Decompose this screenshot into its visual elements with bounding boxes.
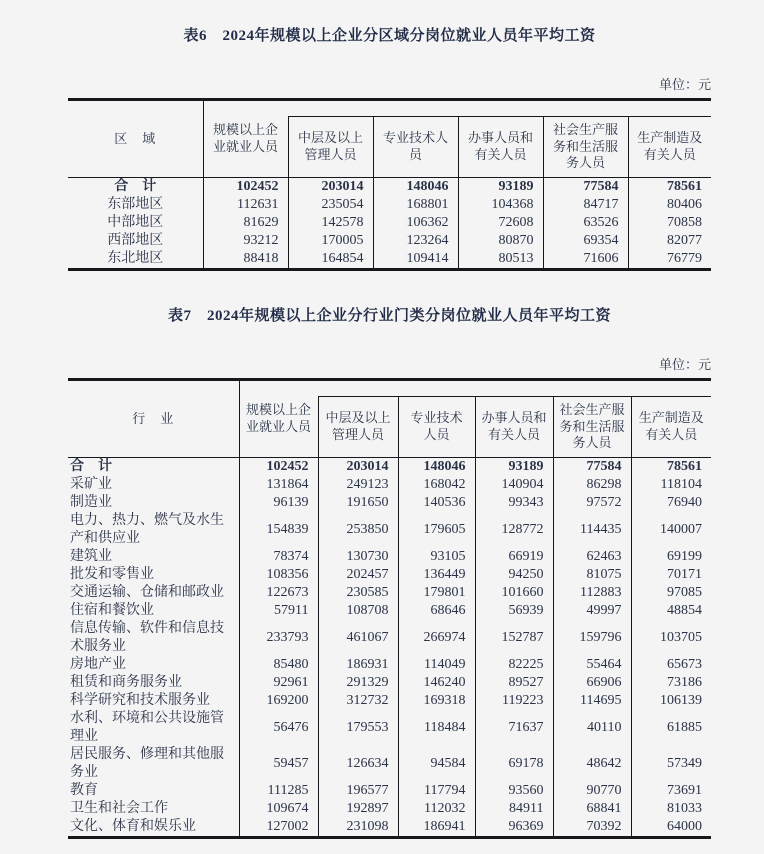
cell-production: 81033 — [631, 800, 711, 818]
cell-technical: 146240 — [398, 674, 475, 692]
cell-all-employees: 127002 — [239, 818, 318, 838]
cell-service: 70392 — [553, 818, 631, 838]
cell-technical: 68646 — [398, 602, 475, 620]
cell-all-employees: 81629 — [203, 214, 288, 232]
cell-managers: 179553 — [318, 710, 398, 746]
cell-all-employees: 88418 — [203, 250, 288, 270]
cell-service: 114435 — [553, 512, 631, 548]
cell-managers: 108708 — [318, 602, 398, 620]
cell-technical: 109414 — [373, 250, 458, 270]
table6-header-service: 社会生产服务和生活服务人员 — [543, 117, 628, 178]
row-label: 东部地区 — [107, 197, 164, 212]
row-label: 批发和零售业 — [70, 567, 154, 582]
cell-all-employees: 109674 — [239, 800, 318, 818]
cell-service: 86298 — [553, 476, 631, 494]
table7-section — [68, 271, 711, 839]
table7-header — [68, 380, 711, 458]
cell-service: 49997 — [553, 602, 631, 620]
row-label: 住宿和餐饮业 — [70, 603, 154, 618]
cell-all-employees: 112631 — [203, 196, 288, 214]
cell-clerical: 93560 — [475, 782, 553, 800]
cell-managers: 186931 — [318, 656, 398, 674]
row-label: 卫生和社会工作 — [70, 801, 168, 816]
table-row — [68, 800, 711, 818]
cell-service: 40110 — [553, 710, 631, 746]
cell-production: 57349 — [631, 746, 711, 782]
cell-all-employees: 56476 — [239, 710, 318, 746]
table-row — [68, 620, 711, 656]
cell-service: 81075 — [553, 566, 631, 584]
table-row — [68, 746, 711, 782]
cell-all-employees: 85480 — [239, 656, 318, 674]
cell-service: 114695 — [553, 692, 631, 710]
table7-unit-label: 单位：元 — [658, 357, 711, 372]
cell-all-employees: 57911 — [239, 602, 318, 620]
table6-header — [68, 100, 711, 178]
cell-technical: 168042 — [398, 476, 475, 494]
cell-managers: 164854 — [288, 250, 373, 270]
cell-production: 65673 — [631, 656, 711, 674]
table6-header-production: 生产制造及有关人员 — [628, 117, 711, 178]
cell-all-employees: 233793 — [239, 620, 318, 656]
cell-production: 48854 — [631, 602, 711, 620]
row-label: 东北地区 — [107, 251, 164, 266]
cell-technical: 148046 — [398, 458, 475, 477]
cell-production: 118104 — [631, 476, 711, 494]
table6-header-all-employees: 规模以上企业就业人员 — [203, 100, 288, 178]
cell-managers: 202457 — [318, 566, 398, 584]
table6-header-group-spacer — [288, 100, 711, 117]
row-label: 合 计 — [70, 459, 112, 474]
cell-technical: 266974 — [398, 620, 475, 656]
cell-technical: 148046 — [373, 178, 458, 197]
table6-header-technical: 专业技术人员 — [373, 117, 458, 178]
cell-technical: 168801 — [373, 196, 458, 214]
cell-technical: 186941 — [398, 818, 475, 838]
cell-clerical: 128772 — [475, 512, 553, 548]
cell-clerical: 152787 — [475, 620, 553, 656]
table-row — [68, 692, 711, 710]
cell-service: 71606 — [543, 250, 628, 270]
table7-header-service: 社会生产服务和生活服务人员 — [553, 397, 631, 458]
table7-body — [68, 458, 711, 838]
row-label: 制造业 — [70, 495, 112, 510]
cell-all-employees: 154839 — [239, 512, 318, 548]
table-row — [68, 782, 711, 800]
cell-managers: 230585 — [318, 584, 398, 602]
cell-service: 66906 — [553, 674, 631, 692]
table-row — [68, 476, 711, 494]
table6-unit-label: 单位：元 — [658, 77, 711, 92]
cell-technical: 123264 — [373, 232, 458, 250]
cell-managers: 191650 — [318, 494, 398, 512]
cell-technical: 169318 — [398, 692, 475, 710]
table7-header-group-spacer — [318, 380, 711, 397]
cell-managers: 203014 — [288, 178, 373, 197]
row-label: 电力、热力、燃气及水生产和供应业 — [70, 513, 224, 546]
cell-service: 62463 — [553, 548, 631, 566]
cell-production: 64000 — [631, 818, 711, 838]
table7-header-industry: 行 业 — [132, 410, 175, 426]
cell-technical: 117794 — [398, 782, 475, 800]
row-label: 交通运输、仓储和邮政业 — [70, 585, 224, 600]
cell-production: 76779 — [628, 250, 711, 270]
row-label: 信息传输、软件和信息技术服务业 — [70, 621, 224, 654]
table6-section — [68, 0, 711, 271]
cell-production: 140007 — [631, 512, 711, 548]
cell-technical: 140536 — [398, 494, 475, 512]
cell-managers: 196577 — [318, 782, 398, 800]
row-label: 合 计 — [114, 179, 157, 194]
cell-service: 90770 — [553, 782, 631, 800]
table-row — [68, 566, 711, 584]
cell-clerical: 69178 — [475, 746, 553, 782]
table6-body — [68, 178, 711, 270]
table6-header-managers: 中层及以上管理人员 — [288, 117, 373, 178]
table7-header-managers: 中层及以上管理人员 — [318, 397, 398, 458]
table7-header-all-employees: 规模以上企业就业人员 — [239, 380, 318, 458]
table-row — [68, 178, 711, 197]
table-row — [68, 458, 711, 477]
table-row — [68, 656, 711, 674]
cell-production: 80406 — [628, 196, 711, 214]
cell-clerical: 72608 — [458, 214, 543, 232]
cell-technical: 114049 — [398, 656, 475, 674]
table7-header-technical: 专业技术人员 — [398, 397, 475, 458]
cell-technical: 136449 — [398, 566, 475, 584]
row-label: 教育 — [70, 783, 98, 798]
cell-all-employees: 111285 — [239, 782, 318, 800]
cell-clerical: 71637 — [475, 710, 553, 746]
cell-production: 82077 — [628, 232, 711, 250]
cell-clerical: 84911 — [475, 800, 553, 818]
cell-technical: 112032 — [398, 800, 475, 818]
table-row — [68, 494, 711, 512]
table7-header-production: 生产制造及有关人员 — [631, 397, 711, 458]
cell-managers: 203014 — [318, 458, 398, 477]
cell-all-employees: 59457 — [239, 746, 318, 782]
table7 — [68, 378, 711, 839]
table-row — [68, 214, 711, 232]
cell-technical: 179605 — [398, 512, 475, 548]
cell-service: 84717 — [543, 196, 628, 214]
table-row — [68, 818, 711, 838]
cell-clerical: 89527 — [475, 674, 553, 692]
cell-production: 70171 — [631, 566, 711, 584]
cell-production: 103705 — [631, 620, 711, 656]
cell-clerical: 119223 — [475, 692, 553, 710]
table6 — [68, 98, 711, 271]
row-label: 文化、体育和娱乐业 — [70, 819, 196, 834]
cell-all-employees: 169200 — [239, 692, 318, 710]
cell-managers: 126634 — [318, 746, 398, 782]
cell-clerical: 94250 — [475, 566, 553, 584]
cell-clerical: 93189 — [458, 178, 543, 197]
row-label: 房地产业 — [70, 657, 126, 672]
cell-clerical: 80513 — [458, 250, 543, 270]
table-row — [68, 548, 711, 566]
cell-technical: 94584 — [398, 746, 475, 782]
row-label: 居民服务、修理和其他服务业 — [70, 747, 224, 780]
cell-technical: 106362 — [373, 214, 458, 232]
cell-service: 48642 — [553, 746, 631, 782]
row-label: 中部地区 — [107, 215, 164, 230]
cell-managers: 130730 — [318, 548, 398, 566]
row-label: 建筑业 — [70, 549, 112, 564]
cell-production: 76940 — [631, 494, 711, 512]
table-row — [68, 602, 711, 620]
row-label: 采矿业 — [70, 477, 112, 492]
cell-production: 69199 — [631, 548, 711, 566]
table6-header-clerical: 办事人员和有关人员 — [458, 117, 543, 178]
table-row — [68, 232, 711, 250]
cell-all-employees: 96139 — [239, 494, 318, 512]
cell-production: 73691 — [631, 782, 711, 800]
cell-technical: 179801 — [398, 584, 475, 602]
cell-production: 106139 — [631, 692, 711, 710]
table-row — [68, 710, 711, 746]
cell-production: 61885 — [631, 710, 711, 746]
cell-managers: 291329 — [318, 674, 398, 692]
row-label: 水利、环境和公共设施管理业 — [70, 711, 224, 744]
cell-service: 55464 — [553, 656, 631, 674]
cell-clerical: 80870 — [458, 232, 543, 250]
cell-all-employees: 122673 — [239, 584, 318, 602]
cell-all-employees: 78374 — [239, 548, 318, 566]
cell-technical: 93105 — [398, 548, 475, 566]
cell-clerical: 82225 — [475, 656, 553, 674]
cell-all-employees: 93212 — [203, 232, 288, 250]
cell-all-employees: 131864 — [239, 476, 318, 494]
cell-service: 159796 — [553, 620, 631, 656]
cell-all-employees: 102452 — [239, 458, 318, 477]
cell-service: 77584 — [553, 458, 631, 477]
document-page — [68, 0, 711, 839]
cell-managers: 249123 — [318, 476, 398, 494]
cell-clerical: 140904 — [475, 476, 553, 494]
cell-all-employees: 108356 — [239, 566, 318, 584]
table7-title: 表7 2024年规模以上企业分行业门类分岗位就业人员年平均工资 — [167, 308, 611, 324]
cell-managers: 142578 — [288, 214, 373, 232]
cell-managers: 461067 — [318, 620, 398, 656]
table-row — [68, 196, 711, 214]
cell-production: 78561 — [628, 178, 711, 197]
row-label: 租赁和商务服务业 — [70, 675, 182, 690]
cell-clerical: 96369 — [475, 818, 553, 838]
cell-managers: 192897 — [318, 800, 398, 818]
cell-managers: 235054 — [288, 196, 373, 214]
cell-service: 69354 — [543, 232, 628, 250]
cell-production: 70858 — [628, 214, 711, 232]
cell-service: 97572 — [553, 494, 631, 512]
cell-clerical: 93189 — [475, 458, 553, 477]
cell-service: 112883 — [553, 584, 631, 602]
cell-clerical: 101660 — [475, 584, 553, 602]
cell-all-employees: 92961 — [239, 674, 318, 692]
row-label: 科学研究和技术服务业 — [70, 693, 210, 708]
cell-all-employees: 102452 — [203, 178, 288, 197]
table-row — [68, 250, 711, 270]
cell-managers: 231098 — [318, 818, 398, 838]
cell-clerical: 99343 — [475, 494, 553, 512]
cell-managers: 170005 — [288, 232, 373, 250]
cell-service: 68841 — [553, 800, 631, 818]
table-row — [68, 512, 711, 548]
cell-production: 97085 — [631, 584, 711, 602]
cell-managers: 253850 — [318, 512, 398, 548]
table6-header-region: 区 域 — [114, 130, 157, 146]
cell-clerical: 104368 — [458, 196, 543, 214]
cell-technical: 118484 — [398, 710, 475, 746]
cell-clerical: 66919 — [475, 548, 553, 566]
row-label: 西部地区 — [107, 233, 164, 248]
table-row — [68, 584, 711, 602]
cell-production: 73186 — [631, 674, 711, 692]
cell-service: 77584 — [543, 178, 628, 197]
cell-managers: 312732 — [318, 692, 398, 710]
table7-header-clerical: 办事人员和有关人员 — [475, 397, 553, 458]
cell-production: 78561 — [631, 458, 711, 477]
table-row — [68, 674, 711, 692]
table6-title: 表6 2024年规模以上企业分区域分岗位就业人员年平均工资 — [183, 28, 596, 44]
cell-service: 63526 — [543, 214, 628, 232]
cell-clerical: 56939 — [475, 602, 553, 620]
